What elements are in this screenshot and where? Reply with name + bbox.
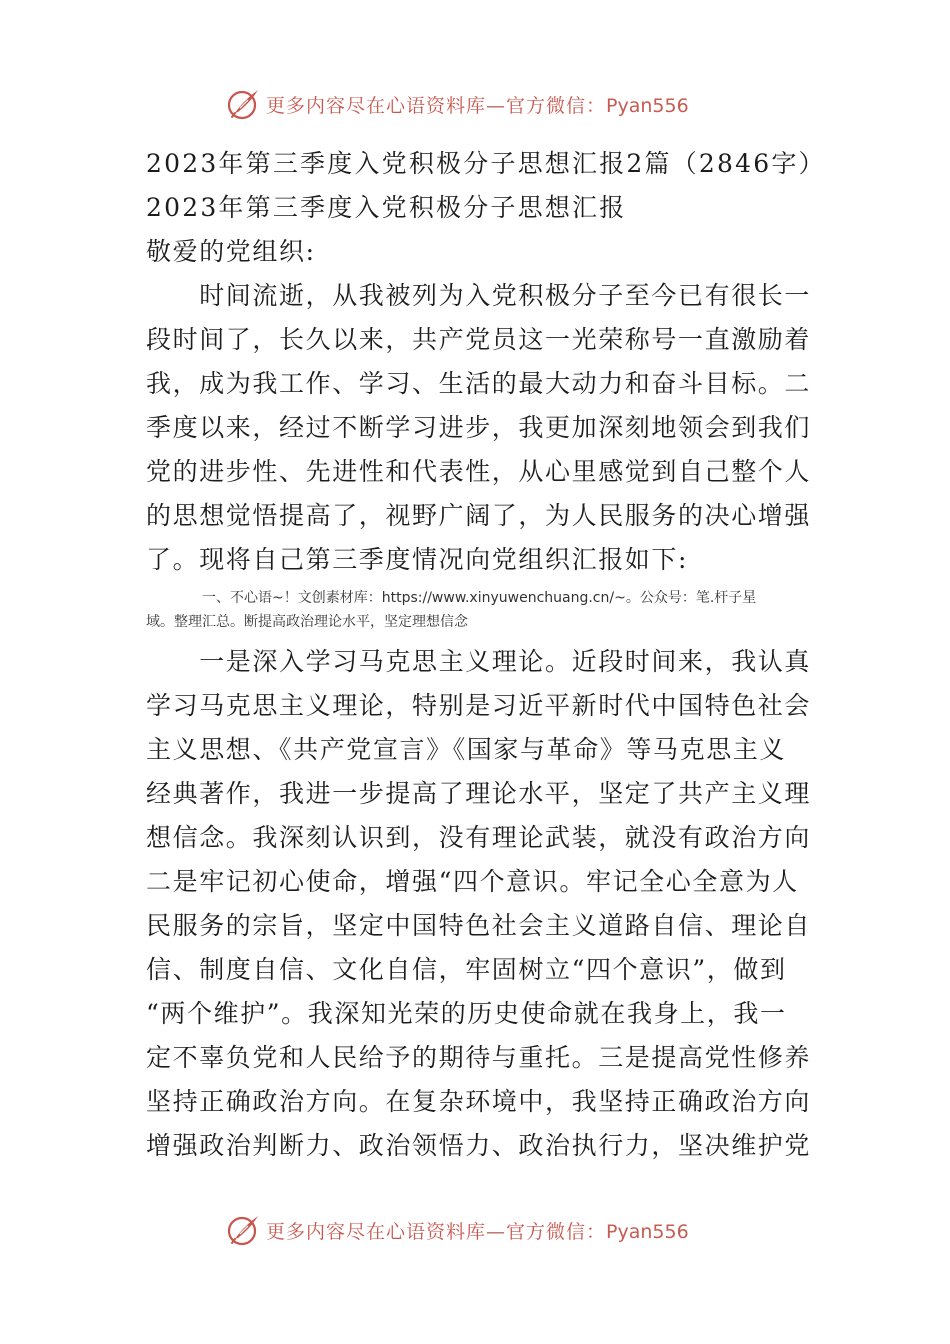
paragraph-line: 党的进步性、先进性和代表性，从心里感觉到自己整个人 xyxy=(146,457,812,486)
small-note-line: 一、不心语~！文创素材库：https://www.xinyuwenchuang.cn/~。公众号：笔.杆子星 xyxy=(146,590,757,606)
paragraph-line: 增强政治判断力、政治领悟力、政治执行力，坚决维护党 xyxy=(146,1131,812,1160)
paragraph-line: 段时间了，长久以来，共产党员这一光荣称号一直激励着 xyxy=(146,325,812,354)
feather-pen-logo-icon xyxy=(226,86,262,122)
paragraph-line: 学习马克思主义理论，特别是习近平新时代中国特色社会 xyxy=(146,691,812,720)
paragraph-line: 一是深入学习马克思主义理论。近段时间来，我认真 xyxy=(146,647,812,676)
paragraph-line: 信、制度自信、文化自信，牢固树立“四个意识”，做到 xyxy=(146,955,787,984)
paragraph-1 xyxy=(146,274,812,582)
paragraph-2 xyxy=(146,640,812,1168)
paragraph-line: 定不辜负党和人民给予的期待与重托。三是提高党性修养 xyxy=(146,1043,812,1072)
header-banner xyxy=(226,84,746,124)
banner-main-text: 更多内容尽在心语资料库 xyxy=(266,1220,487,1243)
paragraph-line: 民服务的宗旨，坚定中国特色社会主义道路自信、理论自 xyxy=(146,911,812,940)
document-body xyxy=(146,142,826,1168)
banner-wechat-id: Pyan556 xyxy=(606,94,689,117)
banner-dash: — xyxy=(486,94,507,117)
banner-wechat-id: Pyan556 xyxy=(606,1220,689,1243)
document-subtitle: 2023年第三季度入党积极分子思想汇报 xyxy=(146,193,627,222)
paragraph-line: 了。现将自己第三季度情况向党组织汇报如下: xyxy=(146,545,689,574)
small-note-line: 域。整理汇总。断提高政治理论水平，坚定理想信念 xyxy=(146,614,468,630)
banner-wechat-label: 官方微信： xyxy=(506,1220,607,1243)
paragraph-line: “两个维护”。我深知光荣的历史使命就在我身上，我一 xyxy=(146,999,787,1028)
feather-pen-logo-icon xyxy=(226,1212,262,1248)
paragraph-line: 主义思想、《共产党宣言》《国家与革命》等马克思主义 xyxy=(146,735,787,764)
paragraph-line: 经典著作，我进一步提高了理论水平，坚定了共产主义理 xyxy=(146,779,812,808)
paragraph-line: 季度以来，经过不断学习进步，我更加深刻地领会到我们 xyxy=(146,413,812,442)
paragraph-line: 时间流逝，从我被列为入党积极分子至今已有很长一 xyxy=(146,281,812,310)
banner-main-text: 更多内容尽在心语资料库 xyxy=(266,94,487,117)
salutation: 敬爱的党组织: xyxy=(146,237,316,266)
banner-wechat-label: 官方微信： xyxy=(506,94,607,117)
paragraph-line: 我，成为我工作、学习、生活的最大动力和奋斗目标。二 xyxy=(146,369,812,398)
banner-text xyxy=(266,91,689,118)
paragraph-line: 坚持正确政治方向。在复杂环境中，我坚持正确政治方向 xyxy=(146,1087,812,1116)
footer-banner xyxy=(226,1210,746,1250)
small-note xyxy=(146,586,806,634)
document-title: 2023年第三季度入党积极分子思想汇报2篇（2846字） xyxy=(146,149,826,178)
paragraph-line: 想信念。我深刻认识到，没有理论武装，就没有政治方向 xyxy=(146,823,812,852)
paragraph-line: 的思想觉悟提高了，视野广阔了，为人民服务的决心增强 xyxy=(146,501,812,530)
banner-text xyxy=(266,1217,689,1244)
paragraph-line: 二是牢记初心使命，增强“四个意识。牢记全心全意为人 xyxy=(146,867,799,896)
banner-dash: — xyxy=(486,1220,507,1243)
